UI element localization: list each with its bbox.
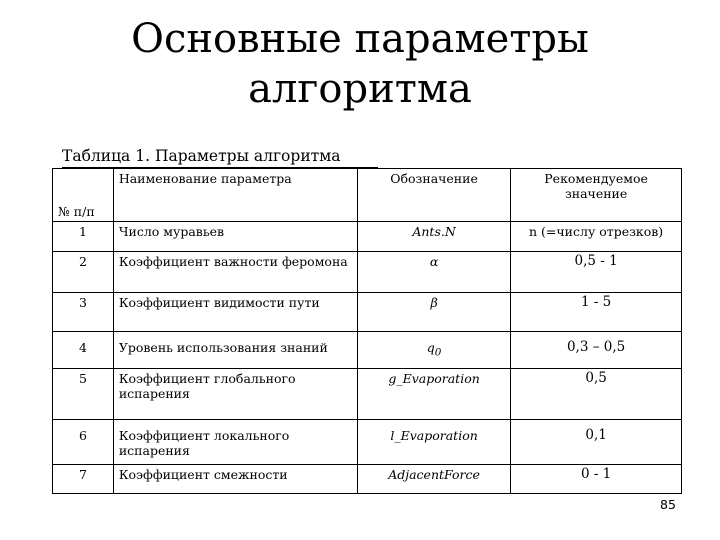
page-number: 85	[660, 497, 676, 512]
header-value: Рекомендуемое значение	[511, 169, 682, 222]
row-symbol: g_Evaporation	[357, 369, 510, 420]
row-parameter-name: Уровень использования знаний	[113, 332, 357, 369]
row-parameter-name: Число муравьев	[113, 222, 357, 252]
table-header-row	[53, 169, 682, 222]
table-row	[53, 369, 682, 420]
row-parameter-name: Коэффициент смежности	[113, 465, 357, 494]
row-number: 1	[53, 222, 114, 252]
table-row	[53, 293, 682, 332]
slide-title-line-2: алгоритма	[248, 66, 472, 112]
row-parameter-name: Коэффициент глобального испарения	[113, 369, 357, 420]
row-symbol: l_Evaporation	[357, 420, 510, 465]
row-number: 6	[53, 420, 114, 465]
row-symbol: α	[357, 252, 510, 293]
table-caption: Таблица 1. Параметры алгоритма	[62, 147, 341, 165]
row-number: 5	[53, 369, 114, 420]
row-recommended-value: 0 - 1	[511, 465, 682, 494]
slide-title-line-1: Основные параметры	[131, 16, 589, 62]
row-number: 7	[53, 465, 114, 494]
row-recommended-value: 0,5	[511, 369, 682, 420]
row-recommended-value: 0,1	[511, 420, 682, 465]
row-parameter-name: Коэффициент локального испарения	[113, 420, 357, 465]
header-symbol: Обозначение	[357, 169, 510, 222]
table-row	[53, 252, 682, 293]
row-recommended-value: 1 - 5	[511, 293, 682, 332]
row-number: 2	[53, 252, 114, 293]
row-symbol-base: q	[426, 340, 435, 355]
header-name: Наименование параметра	[113, 169, 357, 222]
row-number: 4	[53, 332, 114, 369]
parameters-table	[52, 168, 682, 494]
row-parameter-name: Коэффициент важности феромона	[113, 252, 357, 293]
row-symbol-subscript: 0	[434, 346, 442, 359]
row-number: 3	[53, 293, 114, 332]
table-row	[53, 332, 682, 369]
table-row	[53, 465, 682, 494]
row-symbol: β	[357, 293, 510, 332]
table-row	[53, 222, 682, 252]
row-recommended-value: 0,5 - 1	[511, 252, 682, 293]
row-recommended-value: n (=числу отрезков)	[511, 222, 682, 252]
row-recommended-value: 0,3 – 0,5	[511, 332, 682, 369]
header-number: № п/п	[53, 169, 114, 222]
row-symbol	[357, 332, 510, 369]
row-symbol: Ants.N	[357, 222, 510, 252]
table-row	[53, 420, 682, 465]
row-parameter-name: Коэффициент видимости пути	[113, 293, 357, 332]
slide-title	[0, 14, 720, 114]
row-symbol: AdjacentForce	[357, 465, 510, 494]
